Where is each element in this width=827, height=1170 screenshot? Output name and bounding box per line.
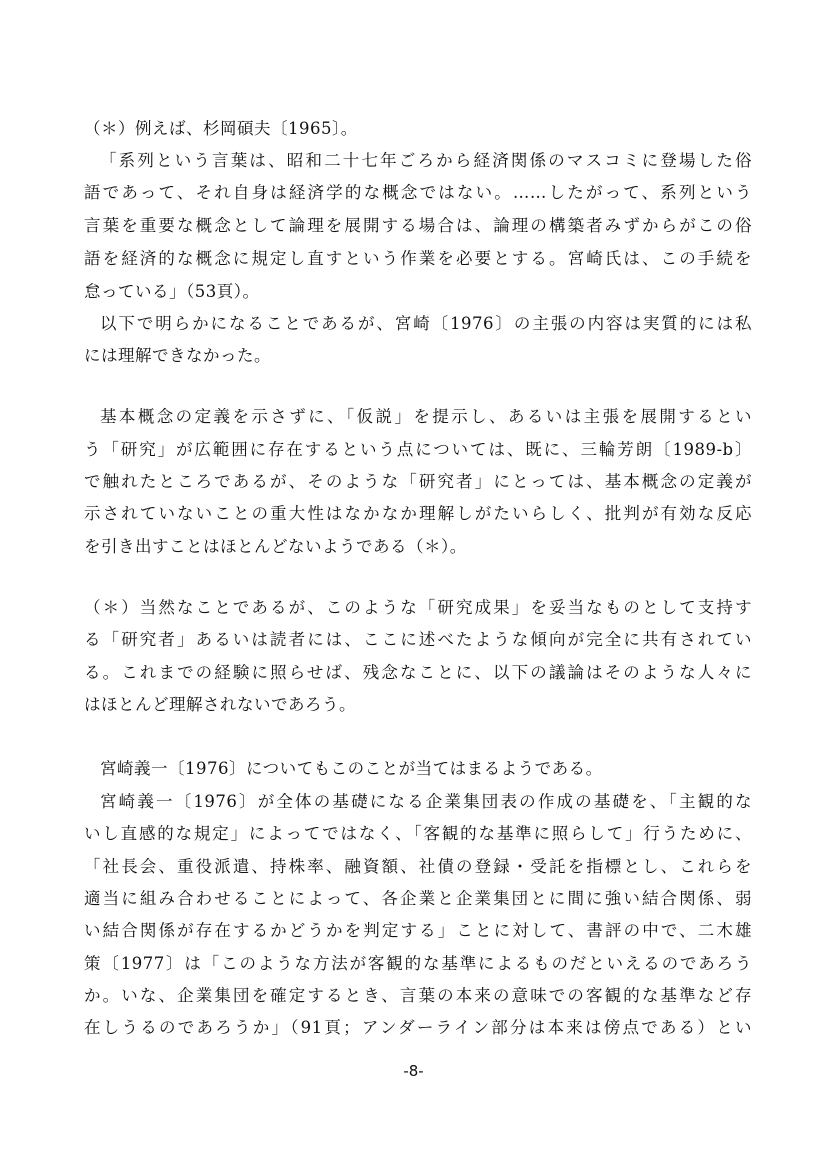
text-line: を引き出すことはほとんどないようである（＊）。 (84, 537, 467, 556)
text-line: 以下で明らかになることであるが、宮崎〔1976〕の主張の内容は実質的には私 (100, 314, 752, 333)
text-line: 「系列という言葉は、昭和二十七年ごろから経済関係のマスコミに登場した俗 (100, 151, 752, 170)
text-line: 怠っている」（53頁）。 (84, 282, 260, 301)
text-line: で触れたところであるが、そのような「研究者」にとっては、基本概念の定義が (84, 472, 752, 491)
text-line: 示されていないことの重大性はなかなか理解しがたいらしく、批判が有効な反応 (84, 504, 752, 523)
text-line: い結合関係が存在するかどうかを判定する」ことに対して、書評の中で、二木雄 (84, 921, 752, 940)
text-line: （＊）例えば、杉岡碩夫〔1965〕。 (84, 119, 358, 138)
text-line: 語を経済的な概念に規定し直すという作業を必要とする。宮崎氏は、この手続を (84, 249, 752, 268)
text-line: 「社長会、重役派遣、持株率、融資額、社債の登録・受託を指標とし、これらを (84, 857, 752, 876)
text-line: 基本概念の定義を示さずに、「仮説」を提示し、あるいは主張を展開するとい (100, 407, 753, 426)
text-line: か。いな、企業集団を確定するとき、言葉の本来の意味での客観的な基準など存 (84, 986, 752, 1005)
text-line: 適当に組み合わせることによって、各企業と企業集団とに間に強い結合関係、弱 (84, 889, 752, 908)
text-line: 言葉を重要な概念として論理を展開する場合は、論理の構築者みずからがこの俗 (84, 216, 752, 235)
text-line: 策〔1977〕は「このような方法が客観的な基準によるものだといえるのであろう (84, 954, 752, 973)
text-line: 在しうるのであろうか」（91頁；アンダーライン部分は本来は傍点である）とい (84, 1018, 752, 1037)
text-line: る「研究者」あるいは読者には、ここに述べたような傾向が完全に共有されてい (84, 630, 752, 649)
text-line: には理解できなかった。 (84, 346, 271, 365)
text-line: る。これまでの経験に照らせば、残念なことに、以下の議論はそのような人々に (84, 663, 752, 682)
text-line: いし直感的な規定」によってではなく、「客観的な基準に照らして」行うために、 (84, 824, 752, 843)
text-line: 宮崎義一〔1976〕についてもこのことが当てはまるようである。 (100, 759, 603, 778)
text-line: 宮崎義一〔1976〕が全体の基礎になる企業集団表の作成の基礎を、「主観的な (100, 792, 752, 811)
text-line: う「研究」が広範囲に存在するという点については、既に、三輪芳朗〔1989-b〕 (84, 440, 752, 459)
text-line: はほとんど理解されないであろう。 (84, 695, 356, 714)
text-line: （＊）当然なことであるが、このような「研究成果」を妥当なものとして支持す (84, 598, 752, 617)
page-number: -8- (403, 1062, 424, 1080)
text-line: 語であって、それ自身は経済学的な概念ではない。……したがって、系列という (84, 183, 752, 202)
